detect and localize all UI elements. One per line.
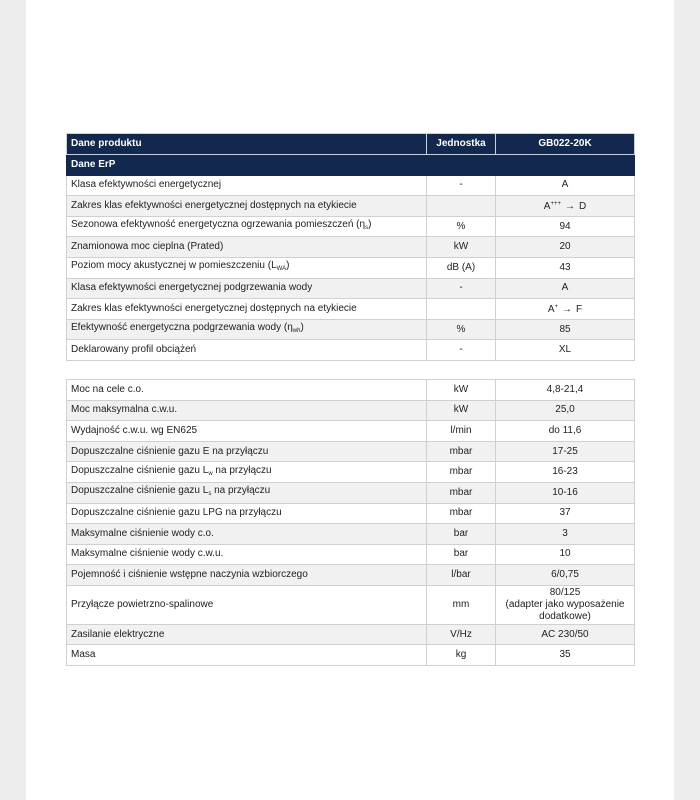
row-value: 94	[496, 216, 635, 237]
row-value: AC 230/50	[496, 624, 635, 645]
row-unit: kW	[427, 237, 496, 258]
row-label-text: Efektywność energetyczna podgrzewania wody (η	[71, 322, 293, 334]
row-label-text: Maksymalne ciśnienie wody c.w.u.	[71, 548, 224, 560]
table-row	[67, 379, 635, 400]
row-label-tail: )	[286, 260, 290, 272]
product-spec-table	[66, 133, 635, 666]
header-product: Dane produktu	[67, 134, 427, 155]
section-title: Dane ErP	[67, 154, 635, 175]
row-unit: bar	[427, 544, 496, 565]
row-label	[67, 544, 427, 565]
row-unit: kW	[427, 400, 496, 421]
row-label-text: Znamionowa moc cieplna (Prated)	[71, 241, 224, 253]
row-value: 10	[496, 544, 635, 565]
table-row	[67, 299, 635, 320]
row-label-text: Moc na cele c.o.	[71, 383, 144, 395]
arrow-icon: →	[564, 201, 575, 213]
row-label	[67, 421, 427, 442]
row-label-text: Zakres klas efektywności energetycznej dostępnych na etykiecie	[71, 199, 357, 211]
row-label-text: Sezonowa efektywność energetyczna ogrzewania pomieszczeń (η	[71, 219, 366, 231]
table-row	[67, 565, 635, 586]
table-row	[67, 216, 635, 237]
row-value: 17-25	[496, 441, 635, 462]
section-row-erp	[67, 154, 635, 175]
table-row	[67, 319, 635, 340]
row-value: 20	[496, 237, 635, 258]
class-range-to: F	[576, 304, 583, 316]
row-value: 43	[496, 257, 635, 278]
row-unit: mm	[427, 585, 496, 624]
row-label	[67, 257, 427, 278]
table-row	[67, 400, 635, 421]
table-row	[67, 585, 635, 624]
row-unit	[427, 196, 496, 217]
row-value: do 11,6	[496, 421, 635, 442]
table-row	[67, 257, 635, 278]
row-label-subscript: s	[365, 225, 369, 232]
table-row	[67, 645, 635, 666]
row-label	[67, 340, 427, 361]
row-label-text: Klasa efektywności energetycznej podgrzewania wody	[71, 282, 313, 294]
row-label	[67, 462, 427, 483]
row-label-text: Deklarowany profil obciążeń	[71, 344, 197, 356]
spacer-cell	[67, 360, 635, 379]
row-label	[67, 645, 427, 666]
row-unit: mbar	[427, 462, 496, 483]
row-label-tail: na przyłączu	[212, 464, 272, 476]
table-row	[67, 544, 635, 565]
table-row	[67, 237, 635, 258]
table-row	[67, 624, 635, 645]
row-label-subscript: s	[208, 491, 212, 498]
row-value	[496, 585, 635, 624]
row-label-subscript: wh	[292, 328, 301, 335]
row-label	[67, 196, 427, 217]
row-label-text: Klasa efektywności energetycznej	[71, 179, 222, 191]
row-unit: %	[427, 216, 496, 237]
row-label-tail: na przyłączu	[211, 485, 271, 497]
row-value: A	[496, 278, 635, 299]
row-label-text: Zasilanie elektryczne	[71, 628, 165, 640]
table-row	[67, 503, 635, 524]
row-value: 6/0,75	[496, 565, 635, 586]
row-unit: mbar	[427, 482, 496, 503]
row-unit: l/min	[427, 421, 496, 442]
table-header-row	[67, 134, 635, 155]
row-label-text: Moc maksymalna c.w.u.	[71, 404, 178, 416]
row-label	[67, 319, 427, 340]
table-row	[67, 340, 635, 361]
table-row	[67, 175, 635, 196]
class-range-from: A	[547, 304, 555, 316]
row-unit: mbar	[427, 441, 496, 462]
row-value: 25,0	[496, 400, 635, 421]
row-label	[67, 216, 427, 237]
row-label-text: Dopuszczalne ciśnienie gazu E na przyłączu	[71, 445, 269, 457]
row-label	[67, 237, 427, 258]
header-unit: Jednostka	[427, 134, 496, 155]
row-label	[67, 524, 427, 545]
table-row	[67, 421, 635, 442]
row-value-line: 80/125	[549, 586, 581, 598]
row-label-text: Dopuszczalne ciśnienie gazu LPG na przyłączu	[71, 507, 282, 519]
arrow-icon: →	[562, 304, 573, 316]
row-value: 37	[496, 503, 635, 524]
row-label	[67, 503, 427, 524]
row-label	[67, 299, 427, 320]
class-range-from: A	[543, 201, 551, 213]
row-label-tail: )	[300, 322, 304, 334]
row-label-subscript: WA	[276, 266, 287, 273]
table-row	[67, 441, 635, 462]
row-label	[67, 175, 427, 196]
row-label	[67, 482, 427, 503]
row-label-text: Pojemność i ciśnienie wstępne naczynia wzbiorczego	[71, 569, 308, 581]
row-label	[67, 585, 427, 624]
row-label-text: Przyłącze powietrzno-spalinowe	[71, 598, 214, 610]
row-unit: %	[427, 319, 496, 340]
row-value: 10-16	[496, 482, 635, 503]
row-value: 16-23	[496, 462, 635, 483]
row-label-subscript: w	[208, 470, 213, 477]
class-range-from-plus: +	[554, 304, 559, 311]
row-label-text: Wydajność c.w.u. wg EN625	[71, 424, 198, 436]
table-row	[67, 462, 635, 483]
row-label	[67, 565, 427, 586]
row-value: 35	[496, 645, 635, 666]
table-row	[67, 278, 635, 299]
class-range-from-plus: +++	[550, 201, 561, 208]
row-label-text: Dopuszczalne ciśnienie gazu L	[71, 464, 209, 476]
row-value-line: dodatkowe)	[539, 610, 591, 622]
row-label	[67, 441, 427, 462]
row-unit: l/bar	[427, 565, 496, 586]
row-value: XL	[496, 340, 635, 361]
row-unit: kW	[427, 379, 496, 400]
table-row	[67, 524, 635, 545]
row-unit: kg	[427, 645, 496, 666]
header-model: GB022-20K	[496, 134, 635, 155]
row-value-line: (adapter jako wyposażenie	[505, 598, 625, 610]
row-unit: mbar	[427, 503, 496, 524]
section-spacer	[67, 360, 635, 379]
row-label	[67, 379, 427, 400]
row-label-text: Zakres klas efektywności energetycznej dostępnych na etykiecie	[71, 302, 357, 314]
table-row	[67, 482, 635, 503]
row-label	[67, 624, 427, 645]
row-value: 3	[496, 524, 635, 545]
row-value: A	[496, 175, 635, 196]
row-value: 85	[496, 319, 635, 340]
row-label-text: Masa	[71, 649, 96, 661]
row-unit: -	[427, 340, 496, 361]
row-label-tail: )	[368, 219, 372, 231]
row-unit: -	[427, 278, 496, 299]
row-unit: -	[427, 175, 496, 196]
row-label	[67, 400, 427, 421]
class-range-to: D	[578, 201, 587, 213]
row-value	[496, 299, 635, 320]
row-unit	[427, 299, 496, 320]
row-unit: V/Hz	[427, 624, 496, 645]
table-row	[67, 196, 635, 217]
row-label-text: Dopuszczalne ciśnienie gazu L	[71, 485, 209, 497]
row-label-text: Poziom mocy akustycznej w pomieszczeniu (L	[71, 260, 277, 272]
row-label	[67, 278, 427, 299]
row-unit: bar	[427, 524, 496, 545]
row-value: 4,8-21,4	[496, 379, 635, 400]
row-value	[496, 196, 635, 217]
row-unit: dB (A)	[427, 257, 496, 278]
row-label-text: Maksymalne ciśnienie wody c.o.	[71, 527, 214, 539]
